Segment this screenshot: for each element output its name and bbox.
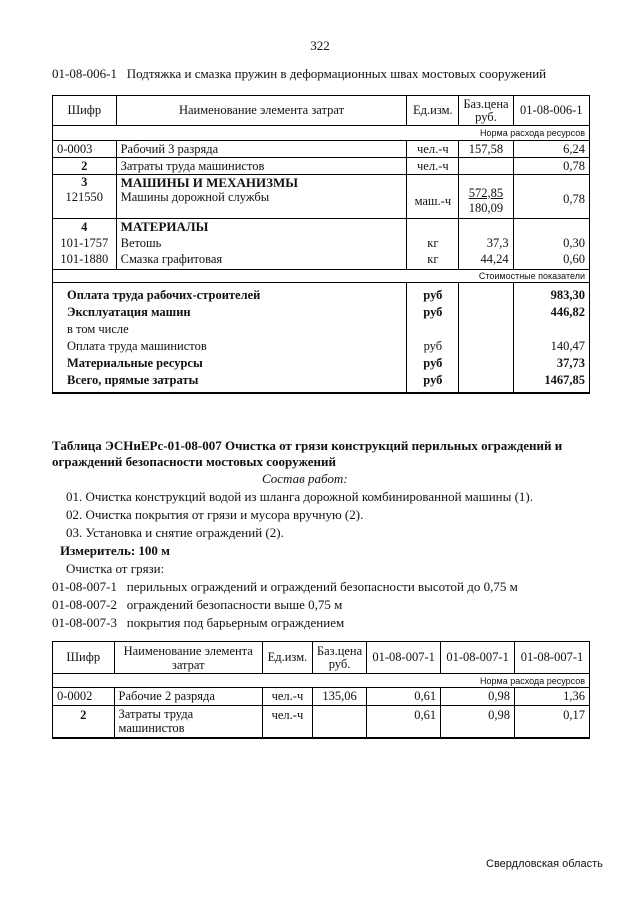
cell-shifr: 101-1757 <box>60 236 109 250</box>
cell-name: Затраты труда машинистов <box>116 158 407 175</box>
col-name: Наименование элемента затрат <box>116 96 407 126</box>
item-code: 01-08-007-2 <box>52 597 117 612</box>
cost-block <box>53 283 590 393</box>
table-row <box>53 219 590 270</box>
list-item <box>52 597 342 613</box>
cell-name: Машины дорожной службы <box>120 190 270 204</box>
cell-unit: чел.-ч <box>407 158 459 175</box>
cell-value: 0,61 <box>367 706 441 738</box>
cell-unit: чел.-ч <box>262 706 312 738</box>
cell-value: 0,17 <box>515 706 590 738</box>
item-code: 01-08-007-3 <box>52 615 117 630</box>
cell-value: 0,78 <box>513 175 589 219</box>
cell-value: 0,60 <box>563 252 585 266</box>
cost-name: Материальные ресурсы <box>67 356 203 370</box>
sostav-heading: Состав работ: <box>262 471 348 486</box>
cell-price-2: 180,09 <box>468 200 504 215</box>
col-code-3: 01-08-007-1 <box>515 642 590 674</box>
cell-unit: чел.-ч <box>407 141 459 158</box>
item-text: покрытия под барьерным ограждением <box>126 615 345 630</box>
cell-unit: чел.-ч <box>262 688 312 706</box>
page-number: 322 <box>310 38 330 53</box>
resource-table-2 <box>52 641 590 739</box>
list-item <box>52 579 518 595</box>
cell-unit: маш.-ч <box>407 175 459 219</box>
cost-value: 1467,85 <box>544 373 585 387</box>
cost-value <box>518 321 585 338</box>
table1-header-row <box>53 96 590 126</box>
cell-shifr: 0-0003 <box>53 141 117 158</box>
cell-price: 37,3 <box>486 236 509 250</box>
table-row <box>53 706 590 738</box>
cell-shifr: 2 <box>53 706 115 738</box>
section-num: 4 <box>81 220 88 234</box>
cost-name: в том числе <box>67 322 129 336</box>
cell-shifr: 2 <box>53 158 117 175</box>
cell-value: 0,61 <box>367 688 441 706</box>
cost-name: Оплата труда машинистов <box>67 339 207 353</box>
cost-name: Всего, прямые затраты <box>67 373 199 387</box>
norma-label: Норма расхода ресурсов <box>53 674 590 688</box>
table-row <box>53 141 590 158</box>
item-code: 01-08-007-1 <box>52 579 117 594</box>
section-title: МАШИНЫ И МЕХАНИЗМЫ <box>120 175 298 190</box>
col-code: 01-08-006-1 <box>513 96 589 126</box>
cost-unit: руб <box>423 305 443 319</box>
cell-shifr: 121550 <box>65 190 104 204</box>
col-unit: Ед.изм. <box>407 96 459 126</box>
table1-title: Подтяжка и смазка пружин в деформационных швах мостовых сооружений <box>126 66 547 81</box>
footer-region: Свердловская область <box>486 858 603 870</box>
table2-title: Таблица ЭСНиЕРс-01-08-007 Очистка от грязи конструкций перильных ограждений и ограждений безопасности мостовых сооружений <box>52 438 563 469</box>
cost-value: 983,30 <box>550 288 585 302</box>
cell-name: Ветошь <box>120 236 162 250</box>
work-item: 03. Установка и снятие ограждений (2). <box>66 525 284 540</box>
cell-name: Затраты труда машинистов <box>114 706 262 738</box>
list-item <box>52 615 344 631</box>
item-text: ограждений безопасности выше 0,75 м <box>126 597 343 612</box>
cell-price: 135,06 <box>312 688 366 706</box>
cell-name: Рабочий 3 разряда <box>116 141 407 158</box>
col-shifr: Шифр <box>53 96 117 126</box>
cell-name: Рабочие 2 разряда <box>114 688 262 706</box>
section-title: МАТЕРИАЛЫ <box>120 219 209 234</box>
cell-unit: кг <box>427 252 439 266</box>
resource-table-1 <box>52 95 590 394</box>
cell-price: 572,85 <box>468 185 504 200</box>
table2-header-row <box>53 642 590 674</box>
cell-value: 0,78 <box>513 158 589 175</box>
table-row <box>53 158 590 175</box>
cell-price: 157,58 <box>459 141 513 158</box>
cell-price <box>312 706 366 738</box>
col-code-1: 01-08-007-1 <box>367 642 441 674</box>
col-name: Наименование элемента затрат <box>114 642 262 674</box>
izmeritel: Измеритель: 100 м <box>60 543 171 558</box>
cell-value: 6,24 <box>513 141 589 158</box>
col-shifr: Шифр <box>53 642 115 674</box>
cell-value: 1,36 <box>515 688 590 706</box>
cell-price <box>459 158 513 175</box>
ochistka-label: Очистка от грязи: <box>66 561 165 576</box>
work-item: 01. Очистка конструкций водой из шланга дорожной комбинированной машины (1). <box>66 489 534 504</box>
table-row <box>53 688 590 706</box>
work-item: 02. Очистка покрытия от грязи и мусора вручную (2). <box>66 507 364 522</box>
norma-label: Норма расхода ресурсов <box>53 126 590 141</box>
section-num: 3 <box>81 175 88 189</box>
table1-code: 01-08-006-1 <box>52 66 117 81</box>
cell-value: 0,30 <box>563 236 585 250</box>
col-unit: Ед.изм. <box>262 642 312 674</box>
table1-heading <box>52 66 546 82</box>
cost-value: 37,73 <box>556 356 585 370</box>
item-text: перильных ограждений и ограждений безопасности высотой до 0,75 м <box>126 579 518 594</box>
cost-unit: руб <box>423 373 443 387</box>
cell-unit: кг <box>427 236 439 250</box>
cell-shifr: 0-0002 <box>53 688 115 706</box>
cost-label: Стоимостные показатели <box>53 270 590 283</box>
col-code-2: 01-08-007-1 <box>441 642 515 674</box>
col-price: Баз.цена руб. <box>312 642 366 674</box>
cost-value: 446,82 <box>550 305 585 319</box>
col-price: Баз.цена руб. <box>459 96 513 126</box>
cell-shifr: 101-1880 <box>60 252 109 266</box>
cell-value: 0,98 <box>441 706 515 738</box>
cell-value: 0,98 <box>441 688 515 706</box>
cell-name: Смазка графитовая <box>120 252 223 266</box>
cost-name: Оплата труда рабочих-строителей <box>67 288 261 302</box>
table-row <box>53 175 590 219</box>
cell-price: 44,24 <box>480 252 509 266</box>
cost-unit: руб <box>423 339 443 353</box>
cost-unit: руб <box>423 288 443 302</box>
cost-value: 140,47 <box>550 339 585 353</box>
cost-unit: руб <box>423 356 443 370</box>
cost-name: Эксплуатация машин <box>67 305 191 319</box>
cost-unit <box>411 321 454 338</box>
